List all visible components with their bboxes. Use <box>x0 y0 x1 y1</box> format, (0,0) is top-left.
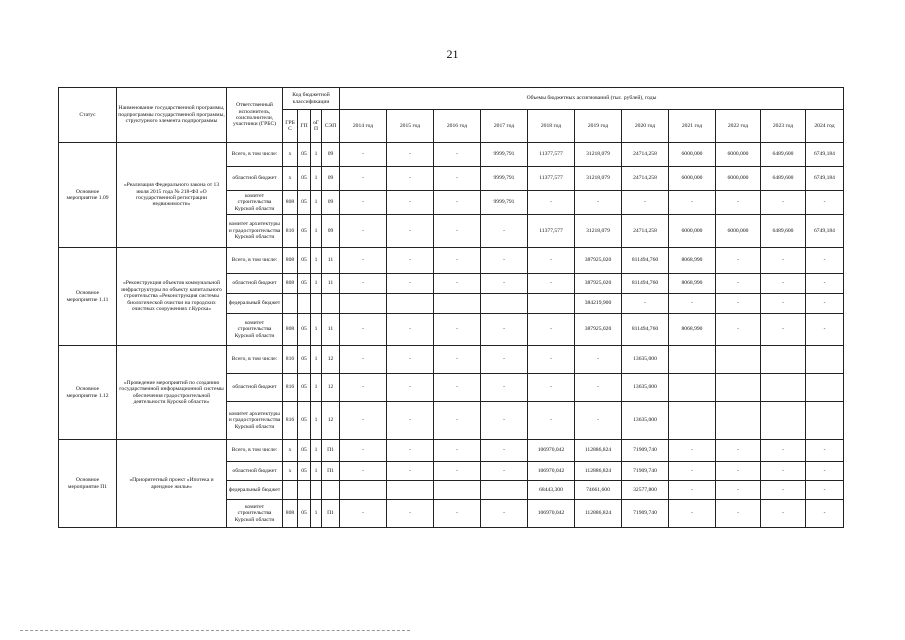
executor-cell: комитет архитектуры и градостроительства Курской области <box>227 402 283 440</box>
year-value-cell <box>806 402 844 440</box>
year-value-cell: 8068,990 <box>669 274 716 294</box>
year-value-cell <box>481 481 528 500</box>
year-value-cell <box>481 294 528 314</box>
code-gp-cell: 05 <box>298 274 311 294</box>
footer-divider <box>20 630 410 631</box>
budget-table <box>58 87 844 528</box>
year-value-cell: 13635,000 <box>622 402 669 440</box>
code-gp-cell: 05 <box>298 500 311 528</box>
year-value-cell: 6000,000 <box>669 167 716 191</box>
code-pgp-cell: 1 <box>311 440 322 462</box>
program-name-cell: «Проведение мероприятий по созданию государственной информационной системы обеспечения градостроительной деятельности Курской области» <box>117 346 227 440</box>
code-gp-cell <box>298 294 311 314</box>
code-sep-cell: П1 <box>322 500 340 528</box>
code-sep-cell: 11 <box>322 274 340 294</box>
year-value-cell: - <box>716 500 761 528</box>
year-value-cell: 6000,000 <box>716 215 761 248</box>
year-value-cell: 24714,258 <box>622 215 669 248</box>
year-value-cell: - <box>340 143 387 167</box>
code-pgp-cell <box>311 481 322 500</box>
code-pgp-cell <box>311 294 322 314</box>
code-grbs-cell <box>283 294 298 314</box>
year-value-cell: - <box>806 248 844 274</box>
year-value-cell: - <box>340 314 387 346</box>
year-value-cell: - <box>575 402 622 440</box>
table-row <box>59 440 844 462</box>
header-year: 2019 год <box>575 110 622 143</box>
program-name-cell: «Приоритетный проект «Ипотека и арендное жилье» <box>117 440 227 528</box>
year-value-cell: 811494,760 <box>622 248 669 274</box>
year-value-cell: - <box>387 500 434 528</box>
header-year: 2023 год <box>761 110 806 143</box>
code-grbs-cell: x <box>283 143 298 167</box>
year-value-cell: - <box>669 500 716 528</box>
code-sep-cell: 09 <box>322 215 340 248</box>
year-value-cell: 11377,577 <box>528 167 575 191</box>
year-value-cell: - <box>434 191 481 215</box>
year-value-cell: - <box>434 314 481 346</box>
executor-cell: федеральный бюджет <box>227 481 283 500</box>
table-row <box>59 346 844 374</box>
header-year: 2018 год <box>528 110 575 143</box>
code-gp-cell: 05 <box>298 440 311 462</box>
year-value-cell: - <box>387 440 434 462</box>
year-value-cell: - <box>387 248 434 274</box>
status-cell: Основное мероприятие 1.12 <box>59 346 117 440</box>
code-grbs-cell: 816 <box>283 374 298 402</box>
year-value-cell: 31218,079 <box>575 167 622 191</box>
code-grbs-cell: 808 <box>283 274 298 294</box>
year-value-cell: - <box>716 294 761 314</box>
code-sep-cell <box>322 481 340 500</box>
year-value-cell: 6749,184 <box>806 167 844 191</box>
year-value-cell: - <box>387 346 434 374</box>
code-pgp-cell: 1 <box>311 274 322 294</box>
year-value-cell: - <box>716 248 761 274</box>
year-value-cell: - <box>387 215 434 248</box>
year-value-cell: 31218,079 <box>575 215 622 248</box>
code-pgp-cell: 1 <box>311 191 322 215</box>
year-value-cell: - <box>481 402 528 440</box>
year-value-cell: 387925,020 <box>575 314 622 346</box>
year-value-cell: 9999,791 <box>481 143 528 167</box>
year-value-cell <box>669 402 716 440</box>
header-year: 2016 год <box>434 110 481 143</box>
year-value-cell <box>528 294 575 314</box>
year-value-cell: - <box>806 440 844 462</box>
code-sep-cell: 09 <box>322 191 340 215</box>
year-value-cell <box>340 481 387 500</box>
header-year: 2017 год <box>481 110 528 143</box>
code-pgp-cell: 1 <box>311 500 322 528</box>
executor-cell: комитет архитектуры и градостроительства Курской области <box>227 215 283 248</box>
code-gp-cell: 05 <box>298 248 311 274</box>
code-gp-cell: 05 <box>298 191 311 215</box>
year-value-cell: - <box>340 346 387 374</box>
executor-cell: Всего, в том числе: <box>227 143 283 167</box>
header-name: Наименование государственной программы, подпрограммы государственной программы, структурного элемента подпрограммы <box>117 88 227 143</box>
executor-cell: областной бюджет <box>227 374 283 402</box>
year-value-cell: - <box>716 440 761 462</box>
year-value-cell: - <box>761 248 806 274</box>
year-value-cell: - <box>481 440 528 462</box>
year-value-cell: 24714,258 <box>622 167 669 191</box>
year-value-cell: 112886,824 <box>575 462 622 481</box>
year-value-cell: - <box>716 481 761 500</box>
code-sep-cell: 12 <box>322 402 340 440</box>
year-value-cell: - <box>761 314 806 346</box>
year-value-cell: - <box>761 440 806 462</box>
year-value-cell: 384219,900 <box>575 294 622 314</box>
year-value-cell: - <box>481 314 528 346</box>
year-value-cell: - <box>481 274 528 294</box>
header-sep: СЭП <box>322 110 340 143</box>
year-value-cell: - <box>761 274 806 294</box>
year-value-cell <box>761 374 806 402</box>
year-value-cell: - <box>434 167 481 191</box>
executor-cell: областной бюджет <box>227 462 283 481</box>
year-value-cell: - <box>669 294 716 314</box>
year-value-cell: 71909,740 <box>622 500 669 528</box>
code-gp-cell <box>298 481 311 500</box>
executor-cell: федеральный бюджет <box>227 294 283 314</box>
year-value-cell: 71909,740 <box>622 440 669 462</box>
year-value-cell: 106970,042 <box>528 500 575 528</box>
year-value-cell: - <box>806 191 844 215</box>
header-executor: Ответственный исполнитель, соисполнители, участники (ГРБС) <box>227 88 283 143</box>
year-value-cell: 811494,760 <box>622 274 669 294</box>
year-value-cell <box>387 481 434 500</box>
year-value-cell: - <box>528 402 575 440</box>
year-value-cell: - <box>669 440 716 462</box>
year-value-cell: - <box>806 294 844 314</box>
code-grbs-cell: x <box>283 462 298 481</box>
year-value-cell: - <box>481 215 528 248</box>
year-value-cell: - <box>434 248 481 274</box>
header-opgp: оГ П <box>311 110 322 143</box>
code-pgp-cell: 1 <box>311 143 322 167</box>
year-value-cell: - <box>528 346 575 374</box>
year-value-cell: - <box>340 274 387 294</box>
year-value-cell: - <box>761 500 806 528</box>
code-gp-cell: 05 <box>298 167 311 191</box>
year-value-cell: - <box>806 481 844 500</box>
year-value-cell: - <box>669 481 716 500</box>
year-value-cell: - <box>340 440 387 462</box>
header-grbs: ГРБС <box>283 110 298 143</box>
year-value-cell: 9999,791 <box>481 191 528 215</box>
code-gp-cell: 05 <box>298 314 311 346</box>
year-value-cell: 387925,020 <box>575 248 622 274</box>
year-value-cell: 6489,600 <box>761 215 806 248</box>
table-body <box>59 143 844 528</box>
year-value-cell: - <box>434 143 481 167</box>
code-pgp-cell: 1 <box>311 248 322 274</box>
program-name-cell: «Реализация Федерального закона от 13 июля 2015 года № 218-ФЗ «О государственной регистрации недвижимости» <box>117 143 227 248</box>
year-value-cell: - <box>340 215 387 248</box>
year-value-cell: - <box>481 248 528 274</box>
executor-cell: Всего, в том числе: <box>227 440 283 462</box>
header-year: 2024 год <box>806 110 844 143</box>
page-number: 21 <box>446 47 459 61</box>
code-sep-cell: П1 <box>322 462 340 481</box>
year-value-cell: - <box>806 462 844 481</box>
code-grbs-cell: 808 <box>283 191 298 215</box>
year-value-cell <box>806 374 844 402</box>
executor-cell: Всего, в том числе: <box>227 248 283 274</box>
year-value-cell: 8068,990 <box>669 248 716 274</box>
code-sep-cell: П1 <box>322 440 340 462</box>
executor-cell: Всего, в том числе: <box>227 346 283 374</box>
executor-cell: комитет строительства Курской области <box>227 191 283 215</box>
year-value-cell: - <box>387 167 434 191</box>
code-pgp-cell: 1 <box>311 167 322 191</box>
year-value-cell: - <box>716 274 761 294</box>
header-year: 2022 год <box>716 110 761 143</box>
year-value-cell: - <box>340 167 387 191</box>
year-value-cell: 9999,791 <box>481 167 528 191</box>
year-value-cell <box>669 374 716 402</box>
year-value-cell: - <box>434 274 481 294</box>
year-value-cell: - <box>528 374 575 402</box>
year-value-cell: - <box>340 374 387 402</box>
year-value-cell: - <box>340 462 387 481</box>
year-value-cell: - <box>481 462 528 481</box>
year-value-cell: 811494,760 <box>622 314 669 346</box>
year-value-cell: - <box>387 274 434 294</box>
code-grbs-cell: 816 <box>283 402 298 440</box>
year-value-cell: - <box>761 191 806 215</box>
year-value-cell: - <box>434 440 481 462</box>
year-value-cell: 13635,000 <box>622 374 669 402</box>
year-value-cell: 71909,740 <box>622 462 669 481</box>
table-row <box>59 143 844 167</box>
status-cell: Основное мероприятие 1.09 <box>59 143 117 248</box>
header-gp: ГП <box>298 110 311 143</box>
program-name-cell: «Реконструкция объектов коммунальной инфраструктуры по объекту капитального строительства «Реконструкция системы биологической очистки на городских очистных сооружениях г.Курска» <box>117 248 227 346</box>
year-value-cell <box>716 402 761 440</box>
header-year: 2021 год <box>669 110 716 143</box>
year-value-cell: - <box>481 346 528 374</box>
code-pgp-cell: 1 <box>311 314 322 346</box>
code-sep-cell: 12 <box>322 374 340 402</box>
year-value-cell <box>716 374 761 402</box>
code-pgp-cell: 1 <box>311 346 322 374</box>
year-value-cell: - <box>716 462 761 481</box>
year-value-cell: - <box>340 248 387 274</box>
year-value-cell: - <box>575 346 622 374</box>
budget-table-container <box>58 87 842 528</box>
year-value-cell: 6749,184 <box>806 215 844 248</box>
code-gp-cell: 05 <box>298 374 311 402</box>
code-gp-cell: 05 <box>298 346 311 374</box>
year-value-cell: - <box>716 191 761 215</box>
header-year: 2014 год <box>340 110 387 143</box>
year-value-cell: - <box>622 294 669 314</box>
year-value-cell: - <box>481 500 528 528</box>
year-value-cell <box>340 294 387 314</box>
year-value-cell: - <box>434 462 481 481</box>
code-gp-cell: 05 <box>298 215 311 248</box>
year-value-cell: - <box>528 248 575 274</box>
year-value-cell: - <box>434 500 481 528</box>
year-value-cell: 68443,300 <box>528 481 575 500</box>
year-value-cell: 6000,000 <box>669 215 716 248</box>
year-value-cell: 6000,000 <box>716 143 761 167</box>
code-sep-cell: 12 <box>322 346 340 374</box>
year-value-cell: - <box>575 191 622 215</box>
year-value-cell: - <box>761 462 806 481</box>
code-pgp-cell: 1 <box>311 402 322 440</box>
year-value-cell <box>716 346 761 374</box>
year-value-cell: - <box>806 500 844 528</box>
year-value-cell: 6489,600 <box>761 143 806 167</box>
code-grbs-cell: 816 <box>283 215 298 248</box>
year-value-cell: - <box>434 346 481 374</box>
year-value-cell: 6749,184 <box>806 143 844 167</box>
header-year: 2015 год <box>387 110 434 143</box>
executor-cell: областной бюджет <box>227 167 283 191</box>
code-pgp-cell: 1 <box>311 215 322 248</box>
year-value-cell: - <box>716 314 761 346</box>
executor-cell: областной бюджет <box>227 274 283 294</box>
code-gp-cell: 05 <box>298 462 311 481</box>
status-cell: Основное мероприятие 1.11 <box>59 248 117 346</box>
code-sep-cell: 11 <box>322 248 340 274</box>
executor-cell: комитет строительства Курской области <box>227 500 283 528</box>
header-budget-code: Код бюджетной классификации <box>283 88 340 110</box>
year-value-cell: - <box>387 143 434 167</box>
code-pgp-cell: 1 <box>311 374 322 402</box>
code-gp-cell: 05 <box>298 402 311 440</box>
code-grbs-cell: 808 <box>283 248 298 274</box>
year-value-cell <box>669 346 716 374</box>
year-value-cell: - <box>528 314 575 346</box>
executor-cell: комитет строительства Курской области <box>227 314 283 346</box>
code-sep-cell: 09 <box>322 143 340 167</box>
code-gp-cell: 05 <box>298 143 311 167</box>
year-value-cell: - <box>622 191 669 215</box>
year-value-cell: - <box>669 191 716 215</box>
year-value-cell: - <box>528 274 575 294</box>
year-value-cell <box>387 294 434 314</box>
year-value-cell: - <box>387 402 434 440</box>
code-grbs-cell: x <box>283 167 298 191</box>
year-value-cell: - <box>761 481 806 500</box>
year-value-cell: - <box>481 374 528 402</box>
code-grbs-cell: 808 <box>283 314 298 346</box>
code-grbs-cell <box>283 481 298 500</box>
year-value-cell: 24714,258 <box>622 143 669 167</box>
year-value-cell: - <box>575 374 622 402</box>
year-value-cell: 31218,079 <box>575 143 622 167</box>
year-value-cell: 8068,990 <box>669 314 716 346</box>
year-value-cell: - <box>340 191 387 215</box>
year-value-cell: - <box>387 374 434 402</box>
year-value-cell: 11377,577 <box>528 215 575 248</box>
year-value-cell: 112886,824 <box>575 500 622 528</box>
year-value-cell <box>761 346 806 374</box>
year-value-cell: - <box>761 294 806 314</box>
year-value-cell: - <box>434 374 481 402</box>
code-grbs-cell: x <box>283 440 298 462</box>
year-value-cell: 106970,042 <box>528 462 575 481</box>
year-value-cell <box>434 481 481 500</box>
year-value-cell: - <box>387 314 434 346</box>
year-value-cell: 74661,600 <box>575 481 622 500</box>
year-value-cell: 387925,020 <box>575 274 622 294</box>
year-value-cell: - <box>340 500 387 528</box>
header-volumes: Объемы бюджетных ассигнований (тыс. рублей), годы <box>340 88 844 110</box>
header-year: 2020 год <box>622 110 669 143</box>
code-grbs-cell: 816 <box>283 346 298 374</box>
year-value-cell: 13635,000 <box>622 346 669 374</box>
year-value-cell <box>806 346 844 374</box>
year-value-cell: - <box>669 462 716 481</box>
year-value-cell: - <box>434 402 481 440</box>
code-sep-cell: 09 <box>322 167 340 191</box>
year-value-cell: - <box>806 274 844 294</box>
code-grbs-cell: 808 <box>283 500 298 528</box>
year-value-cell: 112886,824 <box>575 440 622 462</box>
year-value-cell: 32577,800 <box>622 481 669 500</box>
year-value-cell: - <box>528 191 575 215</box>
year-value-cell: 11377,577 <box>528 143 575 167</box>
code-sep-cell <box>322 294 340 314</box>
table-row <box>59 248 844 274</box>
year-value-cell: - <box>434 215 481 248</box>
header-status: Статус <box>59 88 117 143</box>
year-value-cell: 6000,000 <box>716 167 761 191</box>
year-value-cell: 6489,600 <box>761 167 806 191</box>
year-value-cell: - <box>387 462 434 481</box>
code-pgp-cell: 1 <box>311 462 322 481</box>
year-value-cell: - <box>806 314 844 346</box>
year-value-cell: 106970,042 <box>528 440 575 462</box>
year-value-cell: - <box>387 191 434 215</box>
year-value-cell: - <box>340 402 387 440</box>
code-sep-cell: 11 <box>322 314 340 346</box>
status-cell: Основное мероприятие П1 <box>59 440 117 528</box>
year-value-cell <box>434 294 481 314</box>
year-value-cell: 6000,000 <box>669 143 716 167</box>
year-value-cell <box>761 402 806 440</box>
